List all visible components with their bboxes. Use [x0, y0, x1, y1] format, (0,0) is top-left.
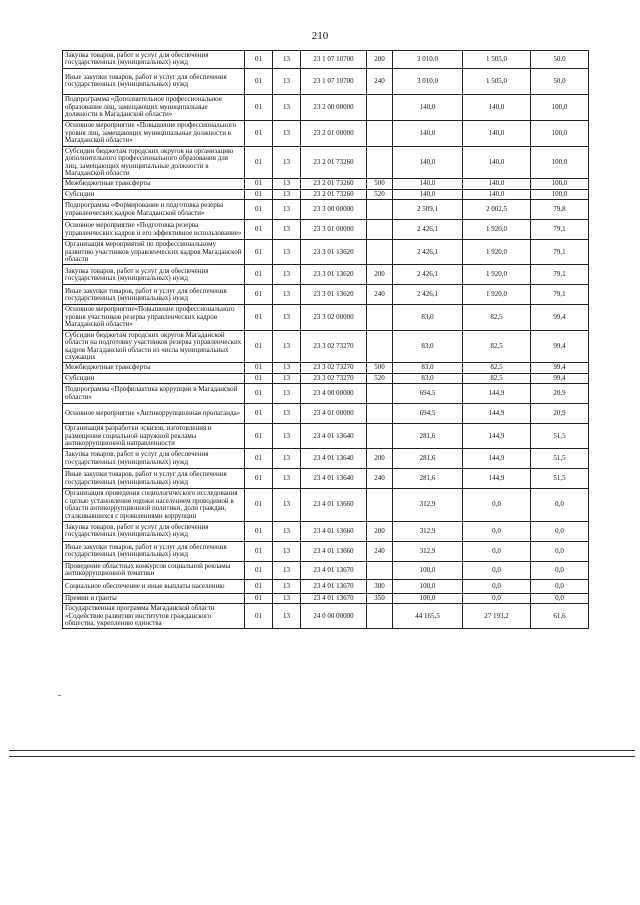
budget-table-body — [63, 51, 589, 629]
row-expense-type: 200 — [367, 51, 393, 69]
table-row — [63, 404, 589, 424]
row-plan-amount: 2 509,1 — [393, 200, 463, 220]
row-expense-type: 200 — [367, 521, 393, 541]
row-target-article: 23 2 00 00000 — [301, 94, 367, 120]
row-actual-amount: 1 505,0 — [463, 51, 531, 69]
row-section-code: 01 — [245, 541, 273, 561]
table-row — [63, 189, 589, 199]
row-expense-type: 300 — [367, 579, 393, 593]
row-actual-amount: 27 193,2 — [463, 604, 531, 629]
row-expense-type — [367, 305, 393, 330]
row-section-code: 01 — [245, 469, 273, 489]
row-section-code: 01 — [245, 68, 273, 94]
row-subsection-code: 13 — [273, 200, 301, 220]
row-section-code: 01 — [245, 240, 273, 265]
row-expense-type: 520 — [367, 373, 393, 383]
row-section-code: 01 — [245, 424, 273, 449]
row-expense-type — [367, 489, 393, 522]
table-row — [63, 593, 589, 603]
row-percent: 100,0 — [531, 179, 589, 189]
table-row — [63, 285, 589, 305]
row-expense-type — [367, 220, 393, 240]
row-percent: 99,4 — [531, 330, 589, 363]
row-subsection-code: 13 — [273, 330, 301, 363]
row-percent: 0,0 — [531, 489, 589, 522]
row-name: Подпрограмма «Формирование и подготовка резерва управленческих кадров Магаданской области» — [63, 200, 245, 220]
table-row — [63, 51, 589, 69]
row-section-code: 01 — [245, 373, 273, 383]
row-target-article: 23 1 07 10700 — [301, 68, 367, 94]
row-section-code: 01 — [245, 220, 273, 240]
row-target-article: 23 4 01 13670 — [301, 561, 367, 579]
row-target-article: 23 2 01 73260 — [301, 189, 367, 199]
row-section-code: 01 — [245, 449, 273, 469]
row-actual-amount: 140,0 — [463, 146, 531, 179]
row-section-code: 01 — [245, 330, 273, 363]
row-percent: 50,0 — [531, 51, 589, 69]
row-target-article: 23 3 01 13620 — [301, 285, 367, 305]
row-actual-amount: 1 920,0 — [463, 240, 531, 265]
scan-speck — [58, 695, 61, 696]
row-expense-type: 520 — [367, 189, 393, 199]
row-name: Основное мероприятие «Подготовка резерва управленческих кадров и его эффективное использование» — [63, 220, 245, 240]
table-row — [63, 146, 589, 179]
row-percent: 0,0 — [531, 593, 589, 603]
row-plan-amount: 312,9 — [393, 489, 463, 522]
row-section-code: 01 — [245, 51, 273, 69]
row-target-article: 23 1 07 10700 — [301, 51, 367, 69]
page-rule-bottom — [9, 756, 635, 757]
row-subsection-code: 13 — [273, 373, 301, 383]
row-plan-amount: 44 165,5 — [393, 604, 463, 629]
row-plan-amount: 281,6 — [393, 424, 463, 449]
row-section-code: 01 — [245, 189, 273, 199]
table-row — [63, 68, 589, 94]
row-subsection-code: 13 — [273, 285, 301, 305]
row-section-code: 01 — [245, 285, 273, 305]
row-name: Закупка товаров, работ и услуг для обеспечения государственных (муниципальных) нужд — [63, 521, 245, 541]
row-actual-amount: 82,5 — [463, 330, 531, 363]
row-target-article: 23 4 00 00000 — [301, 384, 367, 404]
row-actual-amount: 82,5 — [463, 363, 531, 373]
row-expense-type: 240 — [367, 68, 393, 94]
row-section-code: 01 — [245, 404, 273, 424]
row-subsection-code: 13 — [273, 240, 301, 265]
row-percent: 100,0 — [531, 120, 589, 146]
row-name: Межбюджетные трансферты — [63, 179, 245, 189]
row-section-code: 01 — [245, 593, 273, 603]
row-expense-type — [367, 384, 393, 404]
row-name: Основное мероприятие «Повышение профессионального уровня лиц, замещающих муниципальные должности в Магаданской области» — [63, 120, 245, 146]
row-target-article: 23 2 01 73260 — [301, 146, 367, 179]
row-subsection-code: 13 — [273, 51, 301, 69]
row-percent: 100,0 — [531, 189, 589, 199]
row-target-article: 23 4 01 13670 — [301, 593, 367, 603]
row-actual-amount: 140,0 — [463, 120, 531, 146]
row-section-code: 01 — [245, 561, 273, 579]
row-plan-amount: 2 426,1 — [393, 220, 463, 240]
row-expense-type: 500 — [367, 179, 393, 189]
row-subsection-code: 13 — [273, 363, 301, 373]
row-percent: 20,9 — [531, 404, 589, 424]
row-percent: 100,0 — [531, 146, 589, 179]
row-expense-type: 500 — [367, 363, 393, 373]
row-expense-type — [367, 404, 393, 424]
row-percent: 79,1 — [531, 265, 589, 285]
row-expense-type — [367, 200, 393, 220]
row-percent: 0,0 — [531, 579, 589, 593]
table-row — [63, 305, 589, 330]
row-percent: 51,5 — [531, 424, 589, 449]
row-expense-type: 240 — [367, 541, 393, 561]
row-percent: 0,0 — [531, 561, 589, 579]
row-subsection-code: 13 — [273, 593, 301, 603]
row-subsection-code: 13 — [273, 449, 301, 469]
row-plan-amount: 100,0 — [393, 593, 463, 603]
row-percent: 99,4 — [531, 373, 589, 383]
row-expense-type: 240 — [367, 469, 393, 489]
row-name: Субсидии бюджетам городских округов на организацию дополнительного профессионального образования для лиц, замещающих муниципальные должности в Магаданской области — [63, 146, 245, 179]
row-percent: 51,5 — [531, 449, 589, 469]
row-section-code: 01 — [245, 363, 273, 373]
row-subsection-code: 13 — [273, 189, 301, 199]
row-actual-amount: 0,0 — [463, 541, 531, 561]
row-actual-amount: 140,0 — [463, 94, 531, 120]
row-section-code: 01 — [245, 521, 273, 541]
row-section-code: 01 — [245, 604, 273, 629]
row-name: Субсидии бюджетам городских округов Магаданской области на подготовку участников резерва управленческих кадров Магаданской области из числа муниципальных служащих — [63, 330, 245, 363]
table-row — [63, 489, 589, 522]
row-target-article: 23 2 01 73260 — [301, 179, 367, 189]
row-subsection-code: 13 — [273, 541, 301, 561]
row-target-article: 23 3 01 13620 — [301, 265, 367, 285]
row-name: Основное мероприятие«Повышение профессионального уровня участников резерва управленческих кадров Магаданской области» — [63, 305, 245, 330]
row-subsection-code: 13 — [273, 305, 301, 330]
row-subsection-code: 13 — [273, 579, 301, 593]
row-plan-amount: 83,0 — [393, 373, 463, 383]
row-expense-type — [367, 561, 393, 579]
row-target-article: 23 3 02 73270 — [301, 373, 367, 383]
row-plan-amount: 100,0 — [393, 561, 463, 579]
row-plan-amount: 140,0 — [393, 146, 463, 179]
row-subsection-code: 13 — [273, 561, 301, 579]
row-name: Иные закупки товаров, работ и услуг для обеспечения государственных (муниципальных) нужд — [63, 68, 245, 94]
row-subsection-code: 13 — [273, 469, 301, 489]
row-plan-amount: 281,6 — [393, 449, 463, 469]
table-row — [63, 179, 589, 189]
row-percent: 79,1 — [531, 220, 589, 240]
row-actual-amount: 1 505,0 — [463, 68, 531, 94]
row-name: Проведение областных конкурсов социальной рекламы антикоррупционной тематики — [63, 561, 245, 579]
row-target-article: 23 3 02 73270 — [301, 363, 367, 373]
row-name: Иные закупки товаров, работ и услуг для обеспечения государственных (муниципальных) нужд — [63, 285, 245, 305]
row-expense-type — [367, 330, 393, 363]
row-expense-type — [367, 240, 393, 265]
row-expense-type — [367, 120, 393, 146]
row-target-article: 23 3 02 00000 — [301, 305, 367, 330]
table-row — [63, 521, 589, 541]
row-percent: 0,0 — [531, 521, 589, 541]
row-plan-amount: 694,5 — [393, 404, 463, 424]
row-plan-amount: 83,0 — [393, 330, 463, 363]
row-subsection-code: 13 — [273, 120, 301, 146]
row-plan-amount: 83,0 — [393, 305, 463, 330]
row-subsection-code: 13 — [273, 521, 301, 541]
row-target-article: 23 4 01 13640 — [301, 469, 367, 489]
row-name: Закупка товаров, работ и услуг для обеспечения государственных (муниципальных) нужд — [63, 449, 245, 469]
row-percent: 20,9 — [531, 384, 589, 404]
row-section-code: 01 — [245, 179, 273, 189]
row-expense-type — [367, 94, 393, 120]
row-actual-amount: 0,0 — [463, 521, 531, 541]
row-target-article: 24 0 00 00000 — [301, 604, 367, 629]
row-subsection-code: 13 — [273, 404, 301, 424]
row-percent: 79,1 — [531, 285, 589, 305]
row-target-article: 23 4 01 13640 — [301, 424, 367, 449]
row-name: Основное мероприятие «Антикоррупционная пропаганда» — [63, 404, 245, 424]
row-expense-type: 200 — [367, 449, 393, 469]
row-plan-amount: 140,0 — [393, 94, 463, 120]
table-row — [63, 220, 589, 240]
row-name: Организация разработки эскизов, изготовления и размещения социальной наружной рекламы антикоррупционной направленности — [63, 424, 245, 449]
row-actual-amount: 144,9 — [463, 449, 531, 469]
table-row — [63, 541, 589, 561]
row-name: Государственная программа Магаданской области «Содействие развитию институтов гражданского общества, укреплению единства — [63, 604, 245, 629]
row-target-article: 23 3 01 13620 — [301, 240, 367, 265]
row-percent: 61,6 — [531, 604, 589, 629]
row-name: Иные закупки товаров, работ и услуг для обеспечения государственных (муниципальных) нужд — [63, 541, 245, 561]
row-plan-amount: 3 010,0 — [393, 51, 463, 69]
row-actual-amount: 144,9 — [463, 469, 531, 489]
row-expense-type: 350 — [367, 593, 393, 603]
table-row — [63, 449, 589, 469]
row-subsection-code: 13 — [273, 604, 301, 629]
row-actual-amount: 144,9 — [463, 424, 531, 449]
row-actual-amount: 0,0 — [463, 579, 531, 593]
row-target-article: 23 4 01 13670 — [301, 579, 367, 593]
row-plan-amount: 281,6 — [393, 469, 463, 489]
row-expense-type — [367, 604, 393, 629]
table-row — [63, 469, 589, 489]
table-row — [63, 373, 589, 383]
row-plan-amount: 2 426,1 — [393, 265, 463, 285]
row-actual-amount: 82,5 — [463, 373, 531, 383]
row-section-code: 01 — [245, 200, 273, 220]
row-target-article: 23 4 01 00000 — [301, 404, 367, 424]
row-expense-type — [367, 146, 393, 179]
row-target-article: 23 3 01 00000 — [301, 220, 367, 240]
row-target-article: 23 4 01 13660 — [301, 541, 367, 561]
row-section-code: 01 — [245, 120, 273, 146]
row-target-article: 23 3 02 73270 — [301, 330, 367, 363]
table-row — [63, 120, 589, 146]
row-section-code: 01 — [245, 489, 273, 522]
row-actual-amount: 140,0 — [463, 189, 531, 199]
table-row — [63, 561, 589, 579]
row-subsection-code: 13 — [273, 265, 301, 285]
budget-table — [62, 50, 589, 629]
row-subsection-code: 13 — [273, 489, 301, 522]
table-row — [63, 384, 589, 404]
row-expense-type — [367, 424, 393, 449]
row-actual-amount: 144,9 — [463, 404, 531, 424]
row-name: Закупка товаров, работ и услуг для обеспечения государственных (муниципальных) нужд — [63, 51, 245, 69]
row-section-code: 01 — [245, 265, 273, 285]
row-percent: 99,4 — [531, 305, 589, 330]
row-percent: 51,5 — [531, 469, 589, 489]
row-name: Премии и гранты — [63, 593, 245, 603]
row-name: Подпрограмма «Дополнительное профессиональное образование лиц, замещающих муниципальные должности в Магаданской области» — [63, 94, 245, 120]
row-actual-amount: 0,0 — [463, 593, 531, 603]
table-row — [63, 424, 589, 449]
row-subsection-code: 13 — [273, 179, 301, 189]
row-name: Иные закупки товаров, работ и услуг для обеспечения государственных (муниципальных) нужд — [63, 469, 245, 489]
row-plan-amount: 312,9 — [393, 541, 463, 561]
row-subsection-code: 13 — [273, 68, 301, 94]
page-number: 210 — [311, 30, 329, 42]
row-subsection-code: 13 — [273, 384, 301, 404]
table-row — [63, 200, 589, 220]
row-plan-amount: 312,9 — [393, 521, 463, 541]
row-percent: 99,4 — [531, 363, 589, 373]
row-actual-amount: 1 920,0 — [463, 220, 531, 240]
row-subsection-code: 13 — [273, 424, 301, 449]
table-row — [63, 240, 589, 265]
row-plan-amount: 2 426,1 — [393, 285, 463, 305]
row-name: Социальное обеспечение и иные выплаты населению — [63, 579, 245, 593]
row-name: Закупка товаров, работ и услуг для обеспечения государственных (муниципальных) нужд — [63, 265, 245, 285]
row-expense-type: 200 — [367, 265, 393, 285]
row-name: Организация мероприятий по профессиональному развитию участников управленческих кадров Магаданской области — [63, 240, 245, 265]
row-plan-amount: 3 010,0 — [393, 68, 463, 94]
row-plan-amount: 694,5 — [393, 384, 463, 404]
row-actual-amount: 1 920,0 — [463, 285, 531, 305]
row-actual-amount: 1 920,0 — [463, 265, 531, 285]
row-plan-amount: 2 426,1 — [393, 240, 463, 265]
row-actual-amount: 82,5 — [463, 305, 531, 330]
table-row — [63, 604, 589, 629]
row-plan-amount: 100,0 — [393, 579, 463, 593]
table-row — [63, 363, 589, 373]
row-section-code: 01 — [245, 384, 273, 404]
row-subsection-code: 13 — [273, 220, 301, 240]
row-name: Организация проведения социологического исследования с целью установления оценки населением проводимой в области антикоррупционной политики, доли граждан, сталкивавшихся с проявлениями коррупции — [63, 489, 245, 522]
table-row — [63, 265, 589, 285]
row-target-article: 23 4 01 13640 — [301, 449, 367, 469]
row-target-article: 23 4 01 13660 — [301, 521, 367, 541]
page-rule-top — [9, 750, 635, 751]
row-actual-amount: 144,9 — [463, 384, 531, 404]
table-row — [63, 94, 589, 120]
row-name: Подпрограмма «Профилактика коррупции в Магаданской области» — [63, 384, 245, 404]
row-plan-amount: 83,0 — [393, 363, 463, 373]
row-percent: 79,8 — [531, 200, 589, 220]
row-target-article: 23 3 00 00000 — [301, 200, 367, 220]
row-plan-amount: 140,0 — [393, 179, 463, 189]
row-expense-type: 240 — [367, 285, 393, 305]
row-target-article: 23 2 01 00000 — [301, 120, 367, 146]
row-actual-amount: 0,0 — [463, 489, 531, 522]
row-section-code: 01 — [245, 94, 273, 120]
row-subsection-code: 13 — [273, 146, 301, 179]
row-percent: 79,1 — [531, 240, 589, 265]
row-name: Субсидии — [63, 373, 245, 383]
row-section-code: 01 — [245, 305, 273, 330]
row-plan-amount: 140,0 — [393, 120, 463, 146]
row-percent: 50,0 — [531, 68, 589, 94]
row-percent: 100,0 — [531, 94, 589, 120]
row-section-code: 01 — [245, 146, 273, 179]
row-name: Межбюджетные трансферты — [63, 363, 245, 373]
row-percent: 0,0 — [531, 541, 589, 561]
row-section-code: 01 — [245, 579, 273, 593]
row-target-article: 23 4 01 13660 — [301, 489, 367, 522]
row-actual-amount: 2 002,5 — [463, 200, 531, 220]
row-actual-amount: 140,0 — [463, 179, 531, 189]
table-row — [63, 579, 589, 593]
row-plan-amount: 140,0 — [393, 189, 463, 199]
row-actual-amount: 0,0 — [463, 561, 531, 579]
row-subsection-code: 13 — [273, 94, 301, 120]
row-name: Субсидии — [63, 189, 245, 199]
table-row — [63, 330, 589, 363]
